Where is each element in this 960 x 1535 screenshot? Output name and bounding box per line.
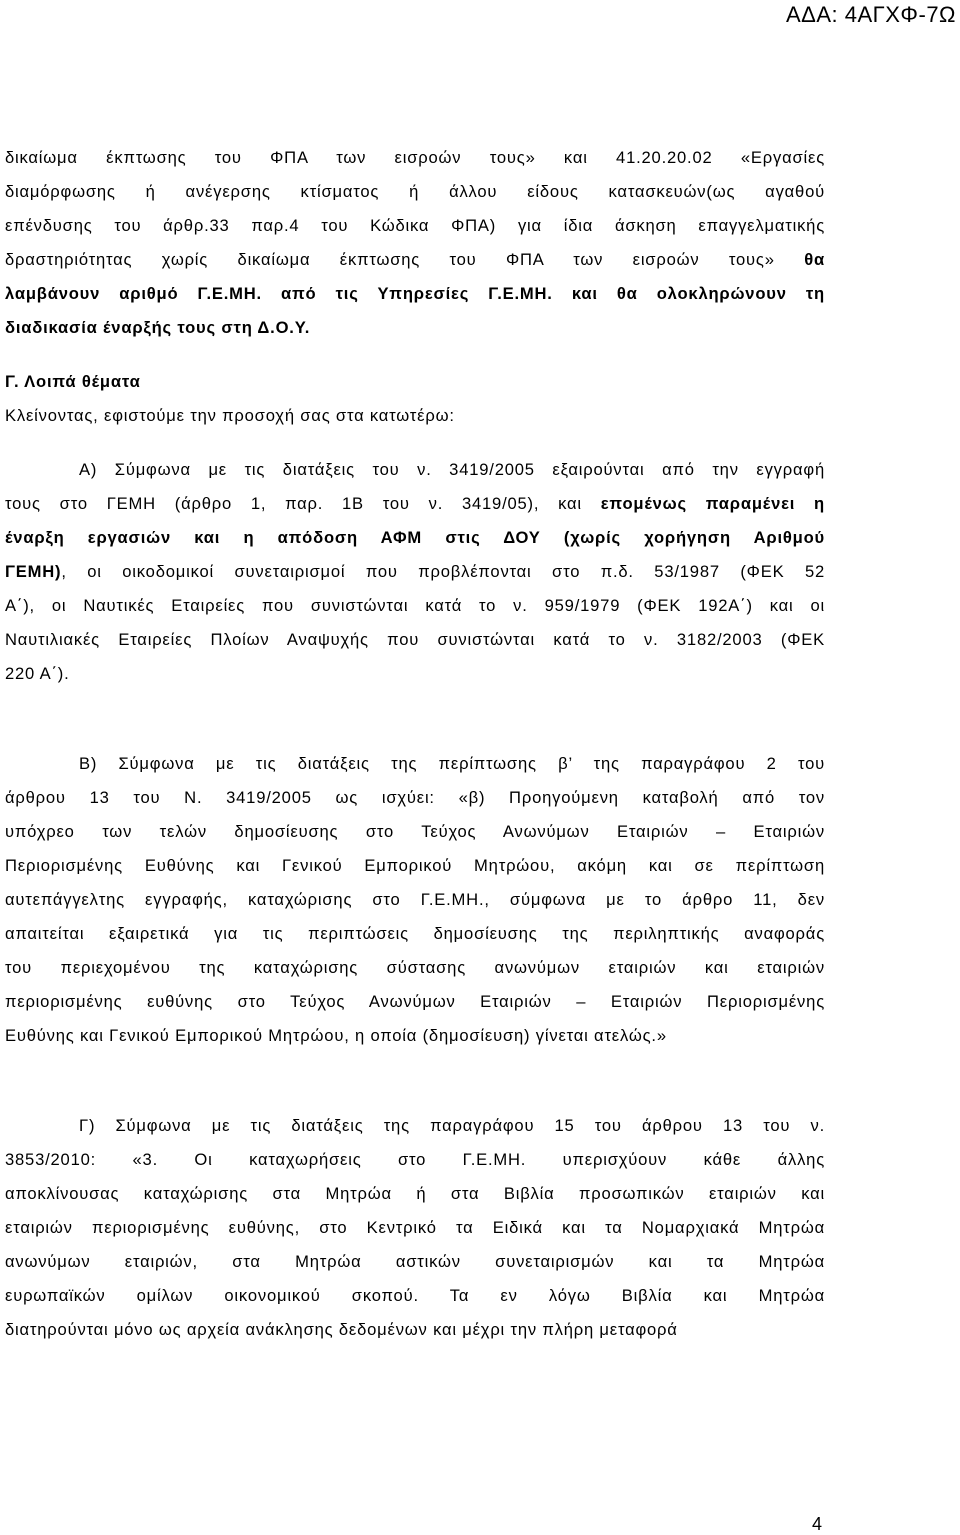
intro-line: δικαίωμα έκπτωσης του ΦΠΑ των εισροών τους» και 41.20.20.02 «Εργασίες xyxy=(5,148,825,167)
intro-line-bold: διαδικασία έναρξής τους στη Δ.Ο.Υ. xyxy=(5,318,311,337)
para-a-line xyxy=(5,555,825,589)
para-a-text: , οι οικοδομικοί συνεταιρισμοί που προβλέπονται στο π.δ. 53/1987 (ΦΕΚ 52 xyxy=(61,562,825,581)
para-a-line: Α) Σύμφωνα με τις διατάξεις του ν. 3419/2005 εξαιρούνται από την εγγραφή xyxy=(79,460,825,479)
para-b-line: υπόχρεο των τελών δημοσίευσης στο Τεύχος Ανωνύμων Εταιριών – Εταιριών xyxy=(5,822,825,841)
para-b-line: περιορισμένης ευθύνης στο Τεύχος Ανωνύμων Εταιριών – Εταιριών Περιορισμένης xyxy=(5,992,825,1011)
intro-line-bold: λαμβάνουν αριθμό Γ.Ε.ΜΗ. από τις Υπηρεσίες Γ.Ε.ΜΗ. και θα ολοκληρώνουν τη xyxy=(5,284,825,303)
intro-text: δραστηριότητας χωρίς δικαίωμα έκπτωσης του ΦΠΑ των εισροών τους» xyxy=(5,250,775,269)
page-number: 4 xyxy=(811,1514,822,1534)
para-b-line: Περιορισμένης Ευθύνης και Γενικού Εμπορικού Μητρώου, ακόμη και σε περίπτωση xyxy=(5,856,825,875)
para-b-line: Ευθύνης και Γενικού Εμπορικού Μητρώου, η οποία (δημοσίευση) γίνεται ατελώς.» xyxy=(5,1026,667,1045)
document-body xyxy=(5,141,825,1347)
para-c-line: αποκλίνουσας καταχώρισης στα Μητρώα ή στα Βιβλία προσωπικών εταιριών και xyxy=(5,1184,825,1203)
para-c-line: ευρωπαϊκών ομίλων οικονομικού σκοπού. Τα εν λόγω Βιβλία και Μητρώα xyxy=(5,1286,825,1305)
para-c-line: διατηρούνται μόνο ως αρχεία ανάκλησης δεδομένων και μέχρι την πλήρη μεταφορά xyxy=(5,1320,678,1339)
para-b-line: Β) Σύμφωνα με τις διατάξεις της περίπτωσης β’ της παραγράφου 2 του xyxy=(79,754,825,773)
para-a-line: 220 Α΄). xyxy=(5,664,70,683)
para-a-text: τους στο ΓΕΜΗ (άρθρο 1, παρ. 1Β του ν. 3419/05), και xyxy=(5,494,582,513)
para-b-line: του περιεχομένου της καταχώρισης σύστασης ανωνύμων εταιριών και εταιριών xyxy=(5,958,825,977)
intro-line: επένδυσης του άρθρ.33 παρ.4 του Κώδικα ΦΠΑ) για ίδια άσκηση επαγγελματικής xyxy=(5,216,825,235)
section-heading: Γ. Λοιπά θέματα xyxy=(5,372,141,391)
para-a-line-bold: έναρξη εργασιών και η απόδοση ΑΦΜ στις ΔΟΥ (χωρίς χορήγηση Αριθμού xyxy=(5,528,825,547)
para-b-line: άρθρου 13 του Ν. 3419/2005 ως ισχύει: «β) Προηγούμενη καταβολή από τον xyxy=(5,788,825,807)
para-c-line: 3853/2010: «3. Οι καταχωρήσεις στο Γ.Ε.ΜΗ. υπερισχύουν κάθε άλλης xyxy=(5,1150,825,1169)
para-b-line: αυτεπάγγελτης εγγραφής, καταχώρισης στο Γ.Ε.ΜΗ., σύμφωνα με το άρθρο 11, δεν xyxy=(5,890,825,909)
section-intro: Κλείνοντας, εφιστούμε την προσοχή σας στα κατωτέρω: xyxy=(5,406,455,425)
para-a-bold: ΓΕΜΗ) xyxy=(5,562,62,581)
intro-bold: θα xyxy=(804,250,825,269)
para-c-line: ανωνύμων εταιριών, στα Μητρώα αστικών συνεταιρισμών και τα Μητρώα xyxy=(5,1252,825,1271)
para-c-line: Γ) Σύμφωνα με τις διατάξεις της παραγράφου 15 του άρθρου 13 του ν. xyxy=(79,1116,825,1135)
para-b-line: απαιτείται εξαιρετικά για τις περιπτώσεις δημοσίευσης της περιληπτικής αναφοράς xyxy=(5,924,825,943)
intro-line: διαμόρφωσης ή ανέγερσης κτίσματος ή άλλου είδους κατασκευών(ως αγαθού xyxy=(5,182,825,201)
intro-line xyxy=(5,243,825,277)
para-a-line: Ναυτιλιακές Εταιρείες Πλοίων Αναψυχής που συνιστώνται κατά το ν. 3182/2003 (ΦΕΚ xyxy=(5,630,825,649)
ada-code: ΑΔΑ: 4ΑΓΧΦ-7Ω xyxy=(785,2,956,27)
para-a-bold: επομένως παραμένει η xyxy=(600,494,825,513)
para-c-line: εταιριών περιορισμένης ευθύνης, στο Κεντρικό τα Ειδικά και τα Νομαρχιακά Μητρώα xyxy=(5,1218,825,1237)
para-a-line xyxy=(5,487,825,521)
para-a-line: Α΄), οι Ναυτικές Εταιρείες που συνιστώνται κατά το ν. 959/1979 (ΦΕΚ 192Α΄) και οι xyxy=(5,596,825,615)
